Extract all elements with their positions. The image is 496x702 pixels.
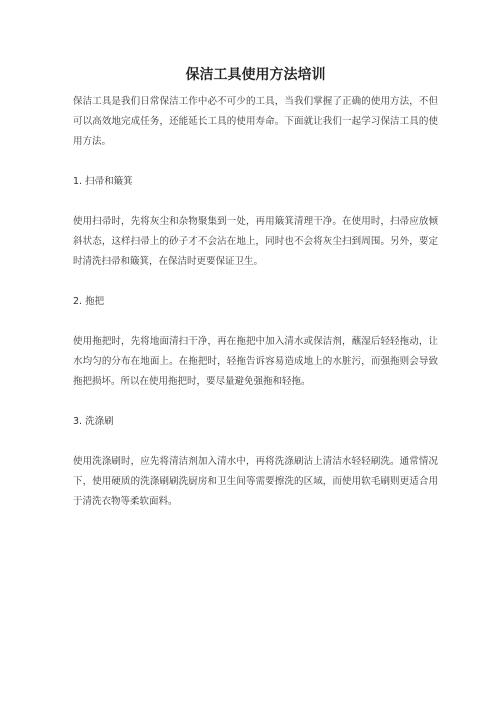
spacer (73, 392, 438, 412)
spacer (73, 432, 438, 452)
section-heading-1: 1. 扫帚和簸箕 (73, 176, 133, 187)
document-title: 保洁工具使用方法培训 (185, 67, 326, 83)
spacer (73, 192, 438, 212)
spacer (73, 312, 438, 332)
spacer (73, 272, 438, 292)
spacer (73, 152, 438, 172)
section-body-2: 使用拖把时，先将地面清扫干净，再在拖把中加入清水或保洁剂，蘸湿后轻轻拖动，让水均匀的分布在地面上。在拖把时，轻拖告诉容易造成地上的水脏污，而强拖则会导致拖把损坏。所以在使用拖把时，要尽量避免强拖和轻拖。 (73, 336, 438, 387)
section-heading-2: 2. 拖把 (73, 296, 105, 307)
section-body-3: 使用洗涤刷时，应先将清洁剂加入清水中，再将洗涤刷沾上清洁水轻轻刷洗。通常情况下，使用硬质的洗涤刷刷洗厨房和卫生间等需要擦洗的区域，而使用软毛刷则更适合用于清洗衣物等柔软面料。 (73, 456, 438, 507)
section-heading-3: 3. 洗涤刷 (73, 416, 114, 427)
section-body-1: 使用扫帚时，先将灰尘和杂物聚集到一处，再用簸箕清理干净。在使用时，扫帚应放倾斜状态，这样扫帚上的砂子才不会沾在地上，同时也不会将灰尘扫到周围。另外，要定时清洗扫帚和簸箕，在保洁时更要保证卫生。 (73, 216, 438, 267)
intro-paragraph: 保洁工具是我们日常保洁工作中必不可少的工具，当我们掌握了正确的使用方法，不但可以高效地完成任务，还能延长工具的使用寿命。下面就让我们一起学习保洁工具的使用方法。 (73, 96, 438, 147)
